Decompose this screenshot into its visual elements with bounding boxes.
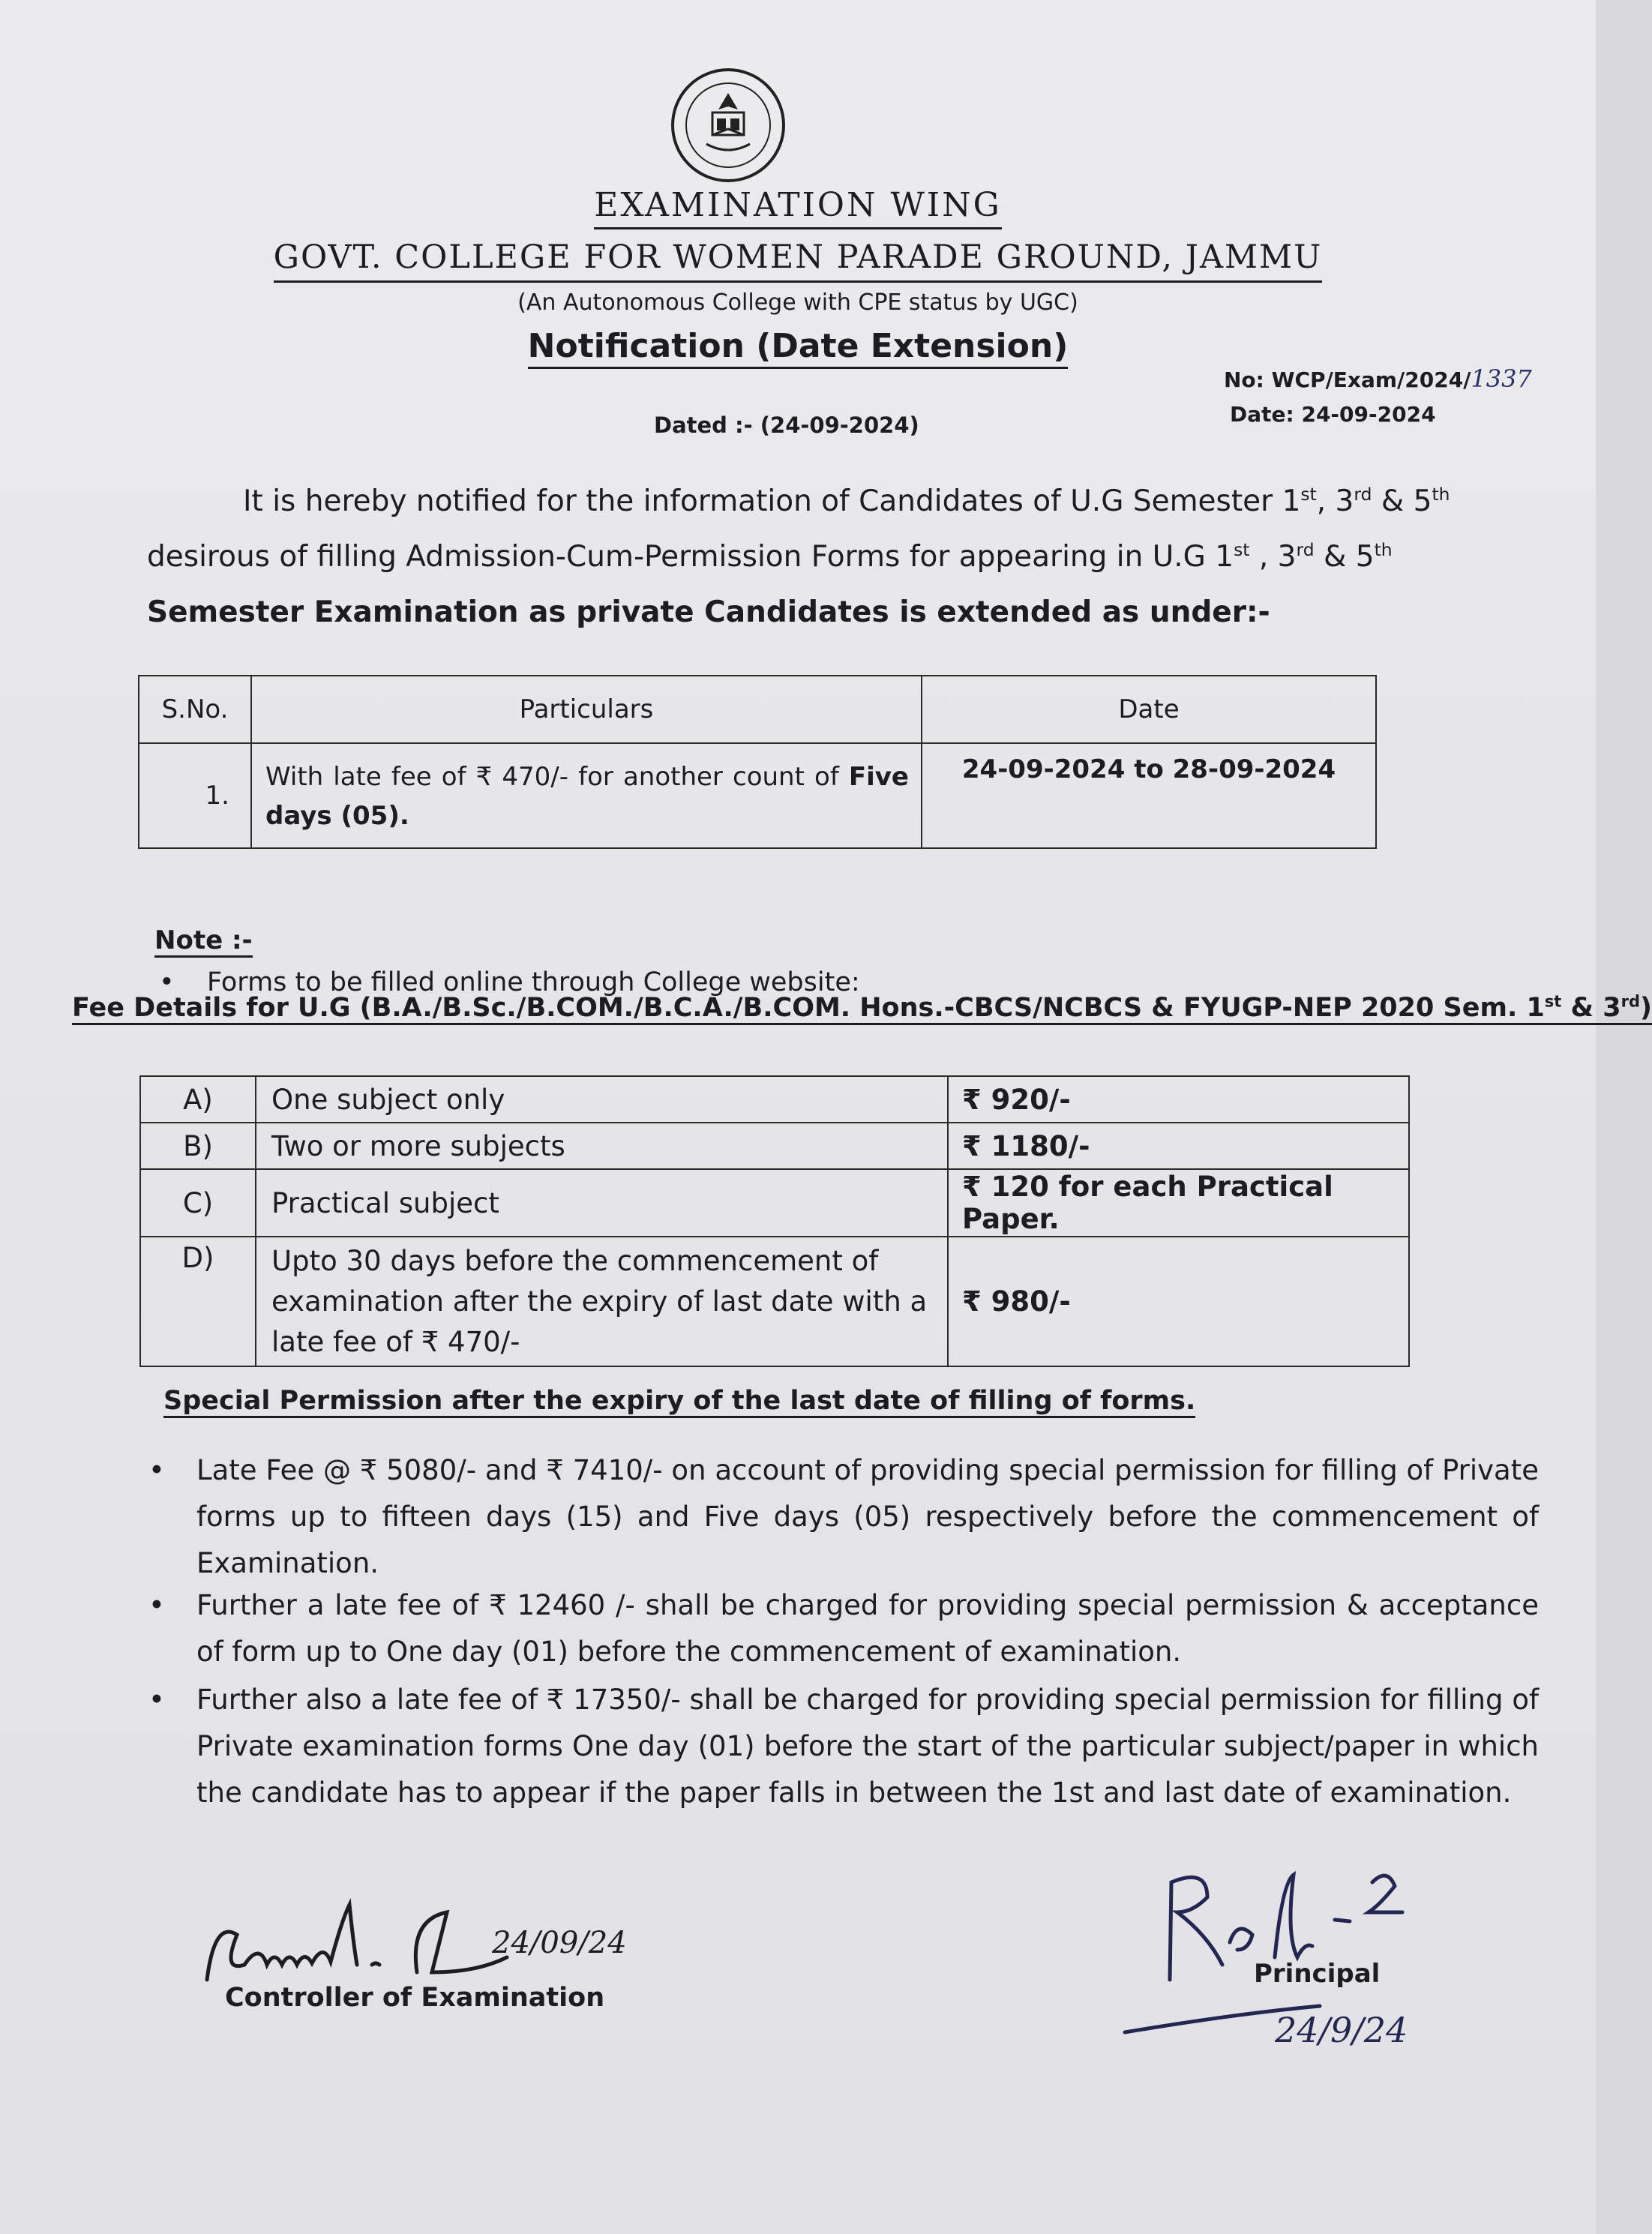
fee-amount: ₹ 920/-: [948, 1076, 1409, 1123]
dated-line: Dated :- (24-09-2024): [654, 412, 919, 438]
fee-letter: C): [140, 1169, 256, 1237]
note-bullet: • Forms to be filled online through College website:: [159, 967, 860, 997]
fee-details-heading: Fee Details for U.G (B.A./B.Sc./B.COM./B.C.A./B.COM. Hons.-CBCS/NCBCS & FYUGP-NEP 2020 Sem. 1st & 3rd): [72, 993, 1652, 1025]
principal-label: Principal: [1254, 1959, 1381, 1989]
header-particulars: Particulars: [251, 676, 922, 743]
bullet-icon: •: [148, 1454, 165, 1486]
fee-particular: Upto 30 days before the commencement of examination after the expiry of last date with a late fee of ₹ 470/-: [256, 1237, 948, 1366]
fee-letter: D): [140, 1237, 256, 1366]
row-sno: 1.: [139, 743, 251, 848]
notification-title: Notification (Date Extension): [0, 327, 1596, 365]
intro-line-3: Semester Examination as private Candidates is extended as under:-: [147, 595, 1270, 629]
intro-line-1: It is hereby notified for the information of Candidates of U.G Semester 1st, 3rd & 5th: [243, 484, 1450, 518]
controller-of-examination-label: Controller of Examination: [225, 1983, 605, 2013]
table-row: [140, 1076, 1409, 1123]
note-label: Note :-: [154, 925, 253, 958]
intro-line-2: desirous of filling Admission-Cum-Permission Forms for appearing in U.G 1st , 3rd & 5th: [147, 539, 1393, 574]
reference-number: [1224, 364, 1532, 393]
reference-date: Date: 24-09-2024: [1230, 402, 1436, 427]
fee-details-table: [139, 1075, 1410, 1367]
fee-particular: Two or more subjects: [256, 1123, 948, 1169]
header-sno: S.No.: [139, 676, 251, 743]
table-row: [140, 1237, 1409, 1366]
principal-signature-date: 24/9/24: [1275, 2010, 1408, 2050]
fee-letter: A): [140, 1076, 256, 1123]
fee-amount: ₹ 120 for each Practical Paper.: [948, 1169, 1409, 1237]
bullet-icon: •: [148, 1684, 165, 1716]
special-item: • Further a late fee of ₹ 12460 /- shall be charged for providing special permission & acceptance of form up to One day (01) before the commencement of examination.: [148, 1582, 1545, 1675]
table-header-row: [139, 676, 1376, 743]
fee-particular: Practical subject: [256, 1169, 948, 1237]
header-date: Date: [922, 676, 1376, 743]
fee-particular: One subject only: [256, 1076, 948, 1123]
fee-amount: ₹ 980/-: [948, 1237, 1409, 1366]
special-item: • Further also a late fee of ₹ 17350/- shall be charged for providing special permission for filling of Private examination forms One day (01) before the start of the particular subject/paper in which the candidate has to appear if the paper falls in between the 1st and last date of examination.: [148, 1677, 1545, 1816]
bullet-icon: •: [148, 1589, 165, 1621]
table-row: [139, 743, 1376, 848]
table-row: [140, 1123, 1409, 1169]
special-item: • Late Fee @ ₹ 5080/- and ₹ 7410/- on account of providing special permission for filling of Private forms up to fifteen days (15) and Five days (05) respectively before the commencement of Examination.: [148, 1447, 1545, 1587]
autonomous-subtitle: (An Autonomous College with CPE status by UGC): [517, 289, 1078, 316]
row-particulars: With late fee of ₹ 470/- for another count of Five days (05).: [251, 743, 922, 848]
special-permission-heading: Special Permission after the expiry of the last date of filling of forms.: [163, 1386, 1195, 1418]
college-name-heading: GOVT. COLLEGE FOR WOMEN PARADE GROUND, JAMMU: [0, 238, 1596, 276]
fee-letter: B): [140, 1123, 256, 1169]
date-extension-table: [138, 675, 1377, 849]
reference-number-label: No: WCP/Exam/2024/: [1224, 367, 1471, 392]
intro-paragraph: [147, 474, 1527, 640]
table-row: [140, 1169, 1409, 1237]
fee-amount: ₹ 1180/-: [948, 1123, 1409, 1169]
controller-signature-date: 24/09/24: [492, 1926, 627, 1960]
college-emblem-logo: [669, 66, 787, 184]
examination-wing-heading: EXAMINATION WING: [0, 186, 1596, 224]
bullet-icon: •: [159, 967, 175, 997]
row-date: 24-09-2024 to 28-09-2024: [922, 743, 1376, 848]
reference-number-handwritten: 1337: [1471, 364, 1532, 393]
